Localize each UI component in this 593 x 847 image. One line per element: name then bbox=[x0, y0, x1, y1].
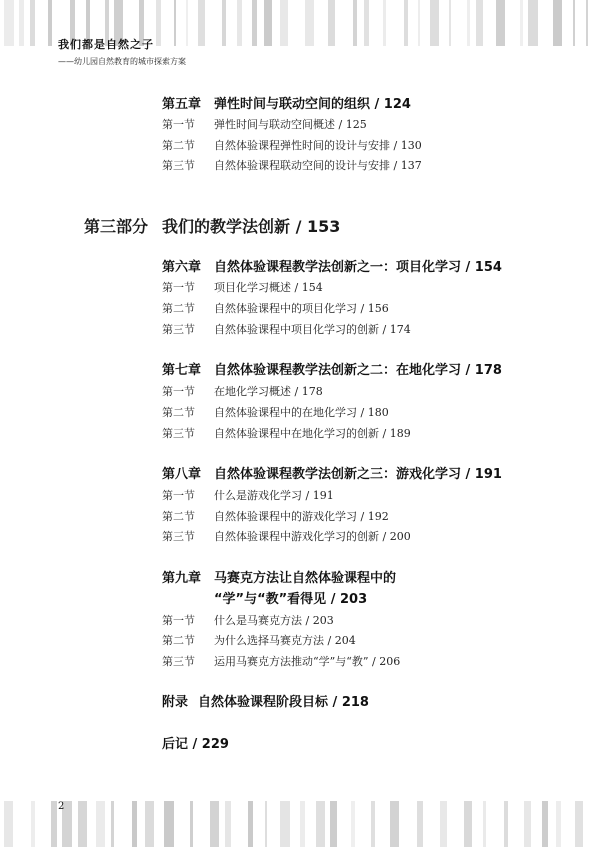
stripe bbox=[252, 0, 257, 46]
toc-chapter-8-section-2: 第二节 自然体验课程中的游戏化学习 / 192 bbox=[162, 510, 389, 523]
toc-chapter-9-section-3: 第三节 运用马赛克方法推动“学”与“教” / 206 bbox=[162, 655, 401, 668]
stripe bbox=[430, 0, 439, 46]
toc-chapter-9-section-2: 第二节 为什么选择马赛克方法 / 204 bbox=[162, 634, 356, 647]
stripe bbox=[467, 0, 470, 46]
stripe bbox=[78, 801, 87, 847]
toc-chapter-5-section-1: 第一节 弹性时间与联动空间概述 / 125 bbox=[162, 118, 367, 131]
toc-chapter-8: 第八章 自然体验课程教学法创新之三：游戏化学习 / 191 bbox=[162, 467, 502, 482]
stripe bbox=[328, 0, 335, 46]
stripe bbox=[210, 801, 219, 847]
stripe bbox=[31, 801, 35, 847]
toc-chapter-7-section-2: 第二节 自然体验课程中的在地化学习 / 180 bbox=[162, 406, 389, 419]
page-number: 2 bbox=[58, 801, 65, 812]
stripe bbox=[132, 801, 137, 847]
stripe bbox=[542, 801, 548, 847]
stripe bbox=[248, 801, 253, 847]
stripe bbox=[586, 0, 588, 46]
toc-afterword: 后记 / 229 bbox=[162, 737, 229, 752]
stripe bbox=[51, 801, 57, 847]
toc-chapter-8-section-3: 第三节 自然体验课程中游戏化学习的创新 / 200 bbox=[162, 530, 411, 543]
stripe bbox=[280, 801, 290, 847]
toc-part-3: 第三部分 我们的教学法创新 / 153 bbox=[84, 217, 341, 236]
toc-chapter-6: 第六章 自然体验课程教学法创新之一：项目化学习 / 154 bbox=[162, 260, 502, 275]
stripe bbox=[145, 801, 154, 847]
stripe bbox=[225, 801, 231, 847]
stripe bbox=[4, 0, 14, 46]
stripe bbox=[351, 801, 355, 847]
stripe bbox=[573, 0, 575, 46]
stripe bbox=[449, 0, 451, 46]
stripe bbox=[371, 801, 375, 847]
toc-chapter-9-title-continued: “学”与“教”看得见 / 203 bbox=[214, 592, 368, 607]
stripe bbox=[237, 0, 242, 46]
toc-chapter-9-section-1: 第一节 什么是马赛克方法 / 203 bbox=[162, 614, 334, 627]
stripe bbox=[316, 801, 325, 847]
stripe bbox=[483, 801, 486, 847]
stripe bbox=[440, 801, 447, 847]
toc-chapter-7: 第七章 自然体验课程教学法创新之二：在地化学习 / 178 bbox=[162, 363, 502, 378]
toc-chapter-5-section-3: 第三节 自然体验课程联动空间的设计与安排 / 137 bbox=[162, 159, 422, 172]
stripe bbox=[4, 801, 13, 847]
stripe bbox=[96, 801, 105, 847]
stripe bbox=[111, 801, 114, 847]
stripe bbox=[504, 801, 508, 847]
bottom-decorative-stripes bbox=[0, 801, 593, 847]
stripe bbox=[264, 0, 272, 46]
toc-chapter-7-section-1: 第一节 在地化学习概述 / 178 bbox=[162, 385, 323, 398]
stripe bbox=[300, 801, 305, 847]
stripe bbox=[305, 0, 314, 46]
stripe bbox=[524, 801, 531, 847]
stripe bbox=[556, 801, 561, 847]
stripe bbox=[190, 801, 193, 847]
toc-appendix: 附录 自然体验课程阶段目标 / 218 bbox=[162, 695, 369, 710]
stripe bbox=[280, 0, 288, 46]
stripe bbox=[390, 801, 399, 847]
stripe bbox=[164, 801, 174, 847]
stripe bbox=[19, 0, 24, 46]
stripe bbox=[30, 0, 35, 46]
stripe bbox=[417, 801, 423, 847]
stripe bbox=[330, 801, 337, 847]
toc-chapter-6-section-2: 第二节 自然体验课程中的项目化学习 / 156 bbox=[162, 302, 389, 315]
toc-chapter-6-section-3: 第三节 自然体验课程中项目化学习的创新 / 174 bbox=[162, 323, 411, 336]
stripe bbox=[222, 0, 226, 46]
stripe bbox=[364, 0, 369, 46]
running-header bbox=[58, 36, 186, 67]
toc-chapter-9: 第九章 马赛克方法让自然体验课程中的 bbox=[162, 571, 397, 586]
stripe bbox=[404, 0, 408, 46]
stripe bbox=[48, 0, 52, 46]
stripe bbox=[464, 801, 472, 847]
stripe bbox=[198, 0, 205, 46]
stripe bbox=[528, 0, 538, 46]
stripe bbox=[476, 0, 483, 46]
stripe bbox=[186, 0, 188, 46]
stripe bbox=[383, 0, 386, 46]
stripe bbox=[265, 801, 267, 847]
stripe bbox=[553, 0, 562, 46]
stripe bbox=[418, 0, 420, 46]
stripe bbox=[575, 801, 583, 847]
toc-chapter-6-section-1: 第一节 项目化学习概述 / 154 bbox=[162, 281, 323, 294]
book-subtitle: ——幼儿园自然教育的城市探索方案 bbox=[58, 57, 186, 66]
toc-chapter-8-section-1: 第一节 什么是游戏化学习 / 191 bbox=[162, 489, 334, 502]
stripe bbox=[353, 0, 357, 46]
stripe bbox=[496, 0, 505, 46]
toc-chapter-5: 第五章 弹性时间与联动空间的组织 / 124 bbox=[162, 97, 411, 112]
stripe bbox=[520, 0, 523, 46]
toc-chapter-5-section-2: 第二节 自然体验课程弹性时间的设计与安排 / 130 bbox=[162, 139, 422, 152]
toc-chapter-7-section-3: 第三节 自然体验课程中在地化学习的创新 / 189 bbox=[162, 427, 411, 440]
book-title: 我们都是自然之子 bbox=[58, 38, 154, 51]
